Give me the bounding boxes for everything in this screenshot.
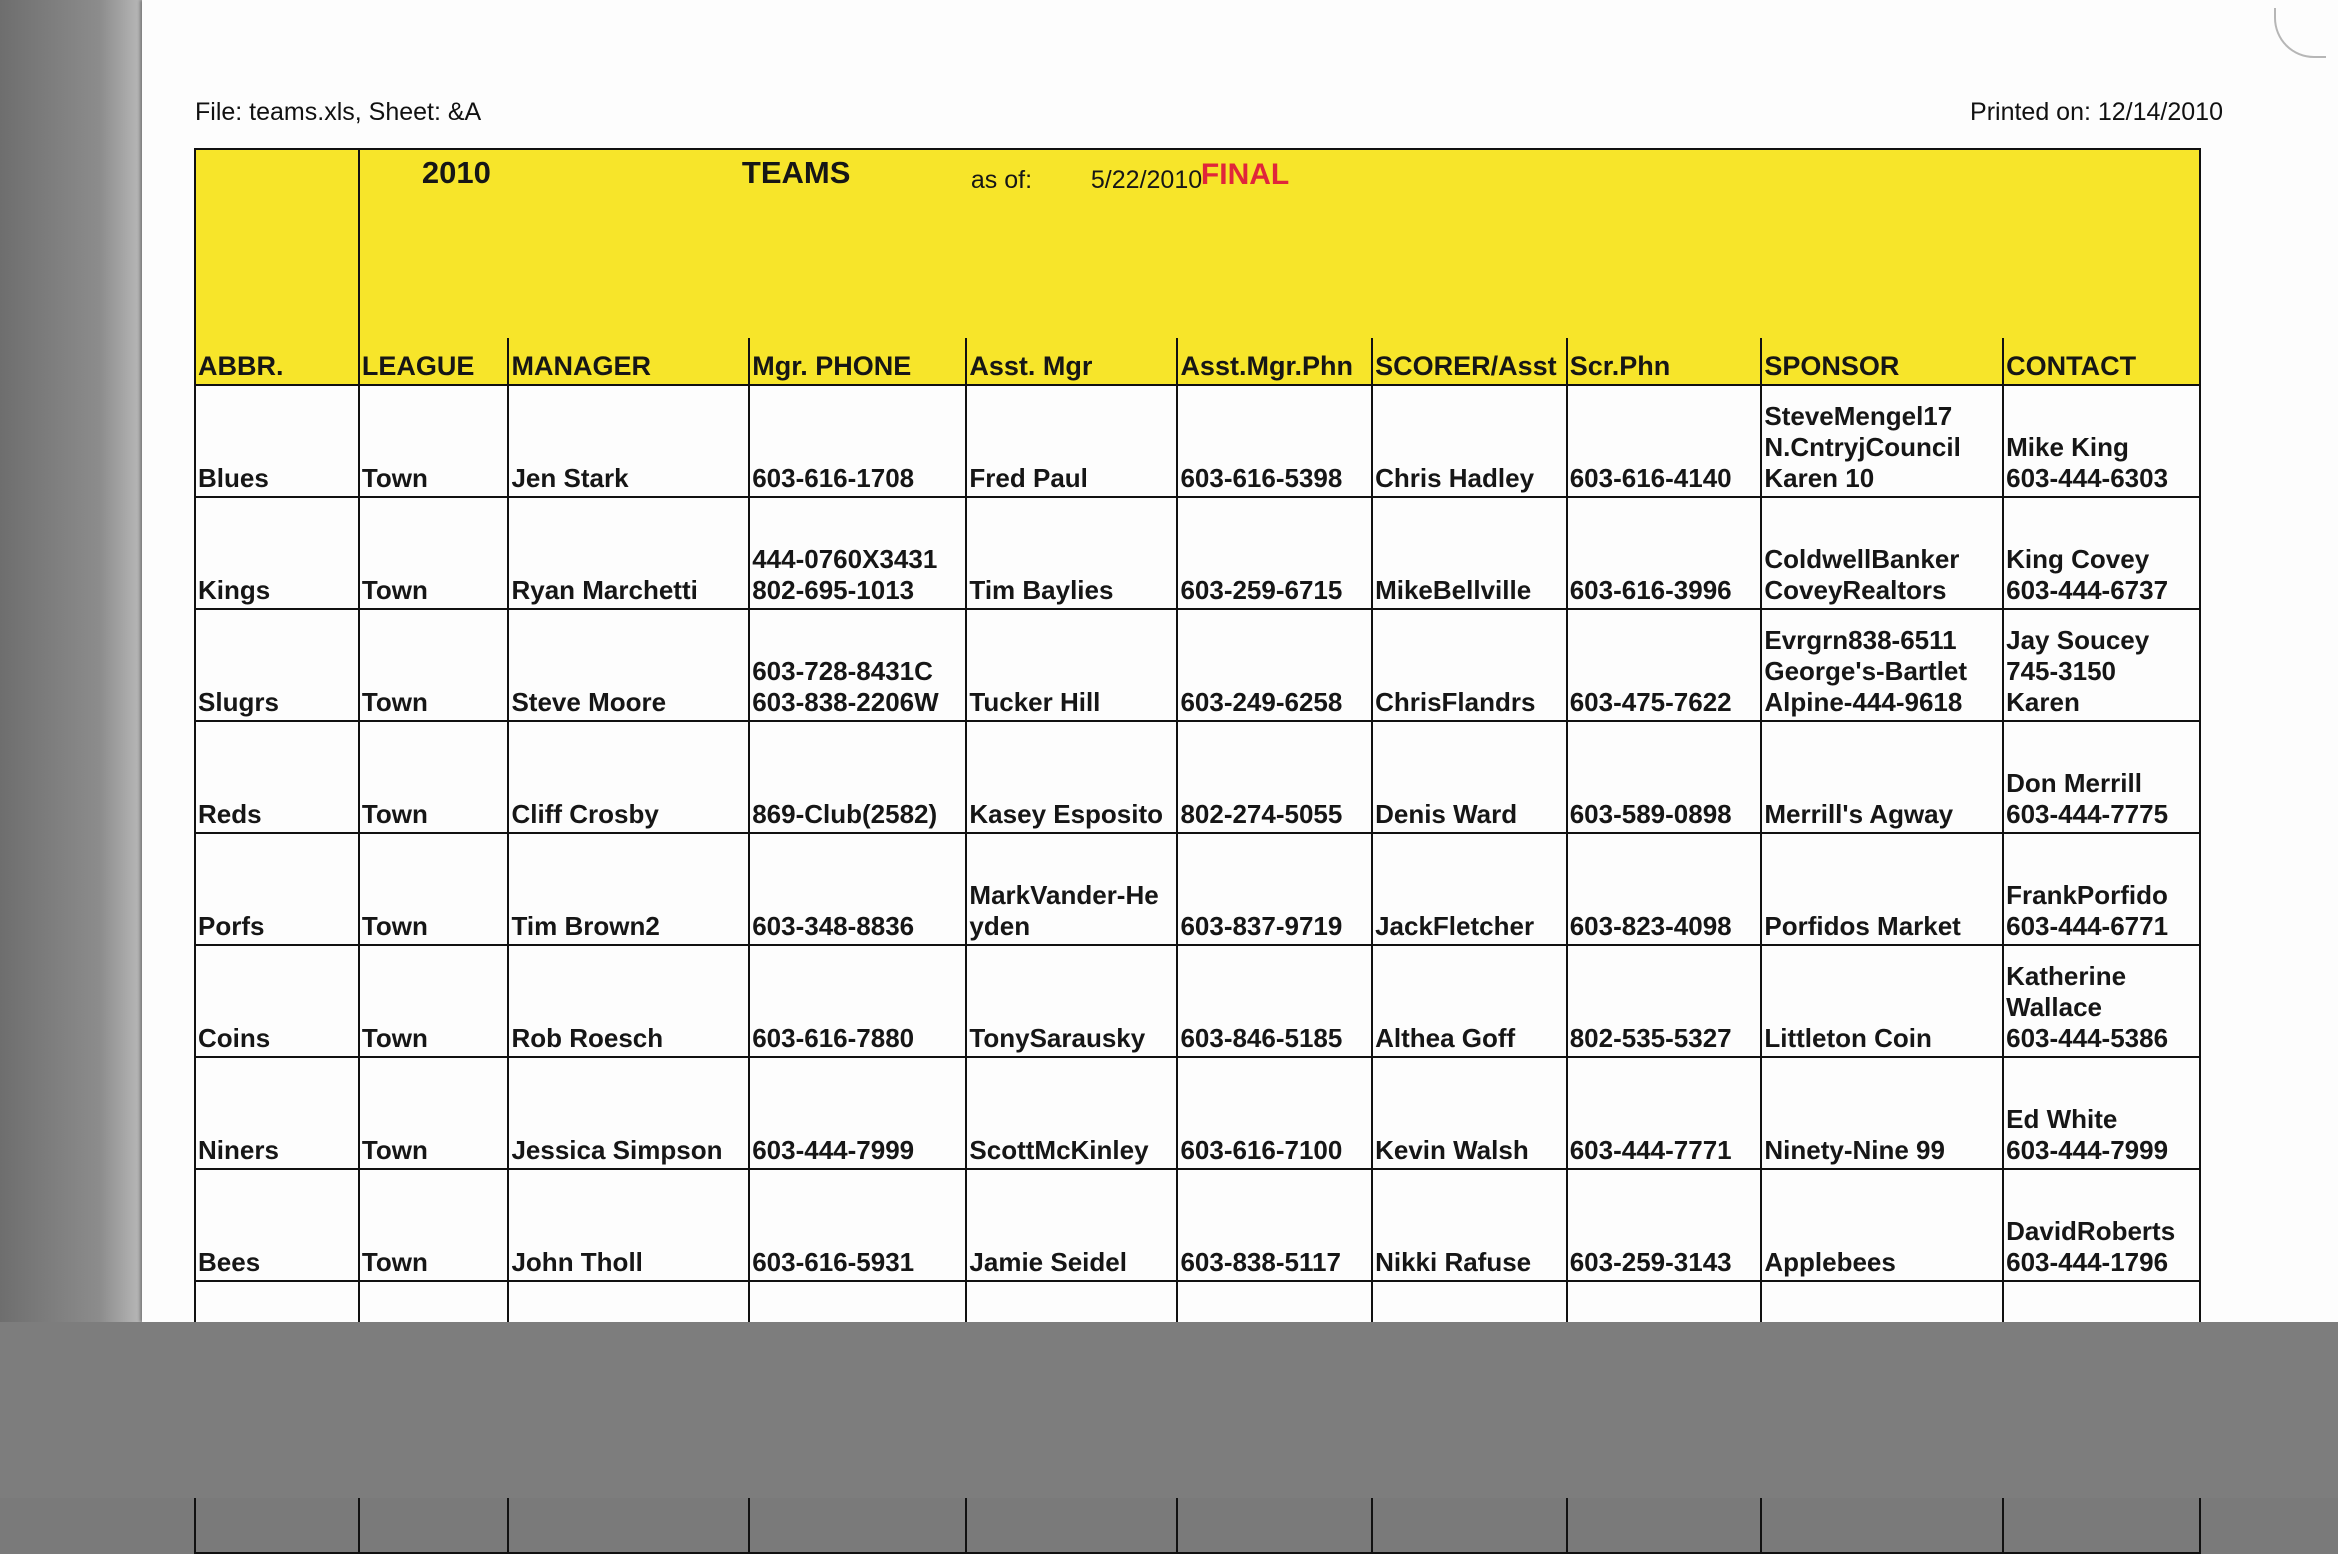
cell-scorer: JackFletcher bbox=[1372, 833, 1567, 945]
cell-contact: DavidRoberts 603-444-1796 bbox=[2003, 1169, 2200, 1281]
cell-abbr: Porfs bbox=[195, 833, 359, 945]
column-header-row bbox=[195, 338, 2200, 385]
cell-contact: Jay Soucey 745-3150 Karen bbox=[2003, 609, 2200, 721]
cell-league: Town bbox=[359, 833, 509, 945]
as-of-label: as of: bbox=[970, 166, 1033, 194]
table-row bbox=[195, 833, 2200, 945]
scanned-page bbox=[142, 0, 2338, 1322]
column-header-asst-mgr: Asst. Mgr bbox=[966, 338, 1177, 385]
cell-manager: Jessica Simpson bbox=[508, 1057, 749, 1169]
cell-asst-mgr: Kasey Esposito bbox=[966, 721, 1177, 833]
table-row bbox=[195, 609, 2200, 721]
cell-league: Town bbox=[359, 1057, 509, 1169]
cell-asst-phone: 603-616-5398 bbox=[1177, 385, 1372, 497]
cell-scorer-phone: 603-823-4098 bbox=[1567, 833, 1762, 945]
table-row bbox=[195, 497, 2200, 609]
cell-contact: FrankPorfido 603-444-6771 bbox=[2003, 833, 2200, 945]
column-header-manager: MANAGER bbox=[508, 338, 749, 385]
cell-asst-phone: 603-838-5117 bbox=[1177, 1169, 1372, 1281]
table-row bbox=[195, 721, 2200, 833]
cell-scorer-phone: 603-589-0898 bbox=[1567, 721, 1762, 833]
table-row bbox=[195, 385, 2200, 497]
file-info: File: teams.xls, Sheet: &A bbox=[195, 98, 482, 126]
cell-asst-mgr: Jamie Seidel bbox=[966, 1169, 1177, 1281]
cell-asst-mgr: Tim Baylies bbox=[966, 497, 1177, 609]
cell-mgr-phone: 603-348-8836 bbox=[749, 833, 966, 945]
cell-mgr-phone: 869-Club(2582) bbox=[749, 721, 966, 833]
cell-league: Town bbox=[359, 385, 509, 497]
page-corner-curl bbox=[2274, 8, 2326, 58]
column-header-sponsor: SPONSOR bbox=[1761, 338, 2003, 385]
cell-sponsor: SteveMengel17 N.CntryjCouncil Karen 10 bbox=[1761, 385, 2003, 497]
cell-manager: Steve Moore bbox=[508, 609, 749, 721]
cell-manager: John Tholl bbox=[508, 1169, 749, 1281]
title-cell bbox=[359, 149, 2200, 338]
cell-manager: Ryan Marchetti bbox=[508, 497, 749, 609]
cell-league: Town bbox=[359, 945, 509, 1057]
cell-asst-phone: 603-259-6715 bbox=[1177, 497, 1372, 609]
cell-contact: King Covey 603-444-6737 bbox=[2003, 497, 2200, 609]
cell-scorer-phone: 603-444-7771 bbox=[1567, 1057, 1762, 1169]
cell-abbr: Coins bbox=[195, 945, 359, 1057]
cell-asst-mgr: Fred Paul bbox=[966, 385, 1177, 497]
cell-scorer-phone: 603-616-4140 bbox=[1567, 385, 1762, 497]
cell-league: Town bbox=[359, 721, 509, 833]
cell-sponsor: Applebees bbox=[1761, 1169, 2003, 1281]
scanner-background-bottom bbox=[0, 1322, 2338, 1498]
cell-contact: Ed White 603-444-7999 bbox=[2003, 1057, 2200, 1169]
cell-sponsor: Littleton Coin bbox=[1761, 945, 2003, 1057]
column-header-league: LEAGUE bbox=[359, 338, 509, 385]
cell-scorer: Althea Goff bbox=[1372, 945, 1567, 1057]
cell-scorer-phone: 603-259-3143 bbox=[1567, 1169, 1762, 1281]
cell-manager: Cliff Crosby bbox=[508, 721, 749, 833]
cell-scorer: MikeBellville bbox=[1372, 497, 1567, 609]
cell-abbr: Blues bbox=[195, 385, 359, 497]
cell-league: Town bbox=[359, 497, 509, 609]
cell-abbr: Reds bbox=[195, 721, 359, 833]
cell-scorer-phone: 802-535-5327 bbox=[1567, 945, 1762, 1057]
cell-asst-phone: 802-274-5055 bbox=[1177, 721, 1372, 833]
cell-mgr-phone: 603-728-8431C 603-838-2206W bbox=[749, 609, 966, 721]
cell-scorer: ChrisFlandrs bbox=[1372, 609, 1567, 721]
table-row bbox=[195, 1057, 2200, 1169]
cell-mgr-phone: 603-616-1708 bbox=[749, 385, 966, 497]
cell-scorer: Chris Hadley bbox=[1372, 385, 1567, 497]
column-header-scorer: SCORER/Asst bbox=[1372, 338, 1567, 385]
cell-mgr-phone: 603-616-7880 bbox=[749, 945, 966, 1057]
cell-sponsor: Ninety-Nine 99 bbox=[1761, 1057, 2003, 1169]
cell-scorer: Denis Ward bbox=[1372, 721, 1567, 833]
cell-manager: Tim Brown2 bbox=[508, 833, 749, 945]
cell-scorer-phone: 603-616-3996 bbox=[1567, 497, 1762, 609]
cell-scorer: Nikki Rafuse bbox=[1372, 1169, 1567, 1281]
column-header-contact: CONTACT bbox=[2003, 338, 2200, 385]
scanner-background-left bbox=[0, 0, 142, 1322]
sheet-title: TEAMS bbox=[741, 155, 851, 190]
title-row bbox=[195, 149, 2200, 338]
cell-league: Town bbox=[359, 609, 509, 721]
cell-asst-phone: 603-616-7100 bbox=[1177, 1057, 1372, 1169]
cell-contact: Don Merrill 603-444-7775 bbox=[2003, 721, 2200, 833]
cell-sponsor: Merrill's Agway bbox=[1761, 721, 2003, 833]
cell-scorer-phone: 603-475-7622 bbox=[1567, 609, 1762, 721]
column-header-mgr-phone: Mgr. PHONE bbox=[749, 338, 966, 385]
cell-abbr: Bees bbox=[195, 1169, 359, 1281]
cell-sponsor: Evrgrn838-6511 George's-Bartlet Alpine-444-9618 bbox=[1761, 609, 2003, 721]
cell-abbr: Niners bbox=[195, 1057, 359, 1169]
cell-abbr: Kings bbox=[195, 497, 359, 609]
column-header-asst-mgr-phone: Asst.Mgr.Phn bbox=[1177, 338, 1372, 385]
cell-abbr: Slugrs bbox=[195, 609, 359, 721]
column-header-scorer-phone: Scr.Phn bbox=[1567, 338, 1762, 385]
table-row bbox=[195, 945, 2200, 1057]
cell-asst-mgr: TonySarausky bbox=[966, 945, 1177, 1057]
cell-mgr-phone: 603-616-5931 bbox=[749, 1169, 966, 1281]
cell-league: Town bbox=[359, 1169, 509, 1281]
cell-asst-phone: 603-837-9719 bbox=[1177, 833, 1372, 945]
final-status: FINAL bbox=[1200, 158, 1290, 191]
cell-manager: Rob Roesch bbox=[508, 945, 749, 1057]
column-header-abbr: ABBR. bbox=[195, 338, 359, 385]
cell-asst-phone: 603-846-5185 bbox=[1177, 945, 1372, 1057]
as-of-date: 5/22/2010 bbox=[1090, 166, 1203, 194]
cell-asst-phone: 603-249-6258 bbox=[1177, 609, 1372, 721]
cell-asst-mgr: ScottMcKinley bbox=[966, 1057, 1177, 1169]
cell-sponsor: ColdwellBanker CoveyRealtors bbox=[1761, 497, 2003, 609]
cell-mgr-phone: 603-444-7999 bbox=[749, 1057, 966, 1169]
cell-scorer: Kevin Walsh bbox=[1372, 1057, 1567, 1169]
cell-manager: Jen Stark bbox=[508, 385, 749, 497]
title-cell-blank bbox=[195, 149, 359, 338]
cell-mgr-phone: 444-0760X3431 802-695-1013 bbox=[749, 497, 966, 609]
cell-contact: Katherine Wallace 603-444-5386 bbox=[2003, 945, 2200, 1057]
year-label: 2010 bbox=[421, 155, 491, 190]
table-row bbox=[195, 1169, 2200, 1281]
cell-contact: Mike King 603-444-6303 bbox=[2003, 385, 2200, 497]
cell-asst-mgr: MarkVander-He yden bbox=[966, 833, 1177, 945]
printed-on-date: Printed on: 12/14/2010 bbox=[1970, 98, 2223, 126]
cell-sponsor: Porfidos Market bbox=[1761, 833, 2003, 945]
cell-asst-mgr: Tucker Hill bbox=[966, 609, 1177, 721]
